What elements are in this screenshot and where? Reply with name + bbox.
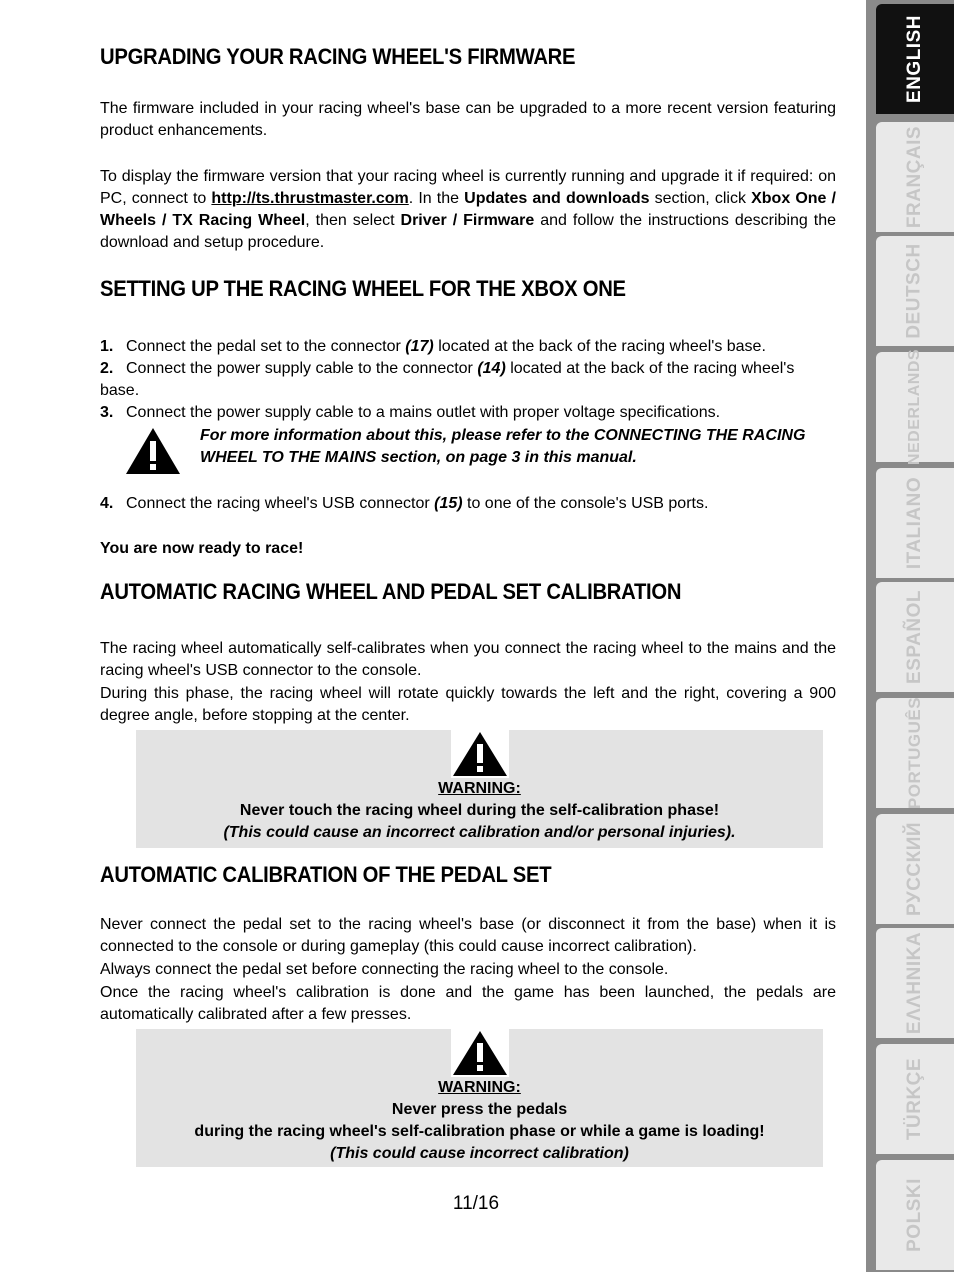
firmware-paragraph-2: To display the firmware version that your racing wheel is currently running and upgrade it if required: on PC, connect to http://ts.thrustmaster.com. In the Updates and downloads section, click Xbox One / Wheels / TX Racing Wheel, then select Driver / Firmware and follow the instructions describing the download and setup procedure. — [100, 168, 837, 251]
ready-text: You are now ready to race! — [100, 540, 304, 557]
warning-box-self-calibration — [136, 730, 823, 848]
heading-pedal-calibration: AUTOMATIC CALIBRATION OF THE PEDAL SET — [100, 862, 552, 887]
tab-portugues[interactable]: PORTUGUÊS — [876, 698, 954, 808]
warning-triangle-icon — [451, 1029, 509, 1077]
auto-cal-paragraph-2: During this phase, the racing wheel will rotate quickly towards the left and the right, covering a 900 degree angle, before stopping at the center. — [100, 685, 836, 724]
setup-step-4: 4. Connect the racing wheel's USB connector (15) to one of the console's USB ports. — [100, 495, 709, 512]
heading-firmware: UPGRADING YOUR RACING WHEEL'S FIRMWARE — [100, 44, 576, 69]
heading-setup: SETTING UP THE RACING WHEEL FOR THE XBOX ONE — [100, 276, 626, 301]
pedal-cal-paragraph-2: Always connect the pedal set before connecting the racing wheel to the console. — [100, 961, 669, 978]
tab-nederlands[interactable]: NEDERLANDS — [876, 352, 954, 462]
tab-greek[interactable]: ΕΛΛΗΝΙΚΑ — [876, 928, 954, 1038]
setup-step-1: 1. Connect the pedal set to the connector (17) located at the back of the racing wheel's base. — [100, 338, 766, 355]
tab-espanol[interactable]: ESPAÑOL — [876, 582, 954, 692]
language-tab-strip — [866, 0, 954, 1272]
setup-step-2: 2. Connect the power supply cable to the connector (14) located at the back of the racing wheel's base. — [100, 360, 795, 399]
tab-deutsch[interactable]: DEUTSCH — [876, 236, 954, 346]
warning-line: (This could cause an incorrect calibration and/or personal injuries). — [223, 824, 736, 841]
tab-italiano[interactable]: ITALIANO — [876, 468, 954, 578]
heading-auto-calibration: AUTOMATIC RACING WHEEL AND PEDAL SET CALIBRATION — [100, 579, 682, 604]
warning-line: Never touch the racing wheel during the self-calibration phase! — [239, 802, 720, 819]
auto-cal-paragraph-1: The racing wheel automatically self-calibrates when you connect the racing wheel to the mains and the racing wheel's USB connector to the console. — [100, 640, 836, 679]
warning-line: during the racing wheel's self-calibration phase or while a game is loading! — [194, 1123, 765, 1140]
thrustmaster-link[interactable]: http://ts.thrustmaster.com — [211, 190, 409, 207]
warning-title: WARNING: — [438, 780, 521, 797]
tab-polski[interactable]: POLSKI — [876, 1160, 954, 1270]
setup-step-3: 3. Connect the power supply cable to a mains outlet with proper voltage specifications. — [100, 404, 721, 421]
mains-note: For more information about this, please refer to the CONNECTING THE RACING WHEEL TO THE MAINS section, on page 3 in this manual. — [200, 427, 806, 466]
warning-line: (This could cause incorrect calibration) — [330, 1145, 629, 1162]
tab-francais[interactable]: FRANÇAIS — [876, 122, 954, 232]
warning-triangle-icon — [124, 426, 182, 476]
warning-title: WARNING: — [438, 1079, 521, 1096]
tab-turkce[interactable]: TÜRKÇE — [876, 1044, 954, 1154]
firmware-paragraph-1: The firmware included in your racing wheel's base can be upgraded to a more recent version featuring product enhancements. — [100, 100, 836, 139]
tab-russian[interactable]: РУССКИЙ — [876, 814, 954, 924]
pedal-cal-paragraph-3: Once the racing wheel's calibration is done and the game has been launched, the pedals are automatically calibrated after a few presses. — [100, 984, 836, 1023]
warning-triangle-icon — [451, 730, 509, 778]
tab-english[interactable]: ENGLISH — [876, 4, 954, 114]
pedal-cal-paragraph-1: Never connect the pedal set to the racing wheel's base (or disconnect it from the base) when it is connected to the console or during gameplay (this could cause incorrect calibration). — [100, 916, 836, 955]
warning-line: Never press the pedals — [391, 1101, 568, 1118]
page-number: 11/16 — [452, 1193, 500, 1214]
warning-box-pedals — [136, 1029, 823, 1167]
